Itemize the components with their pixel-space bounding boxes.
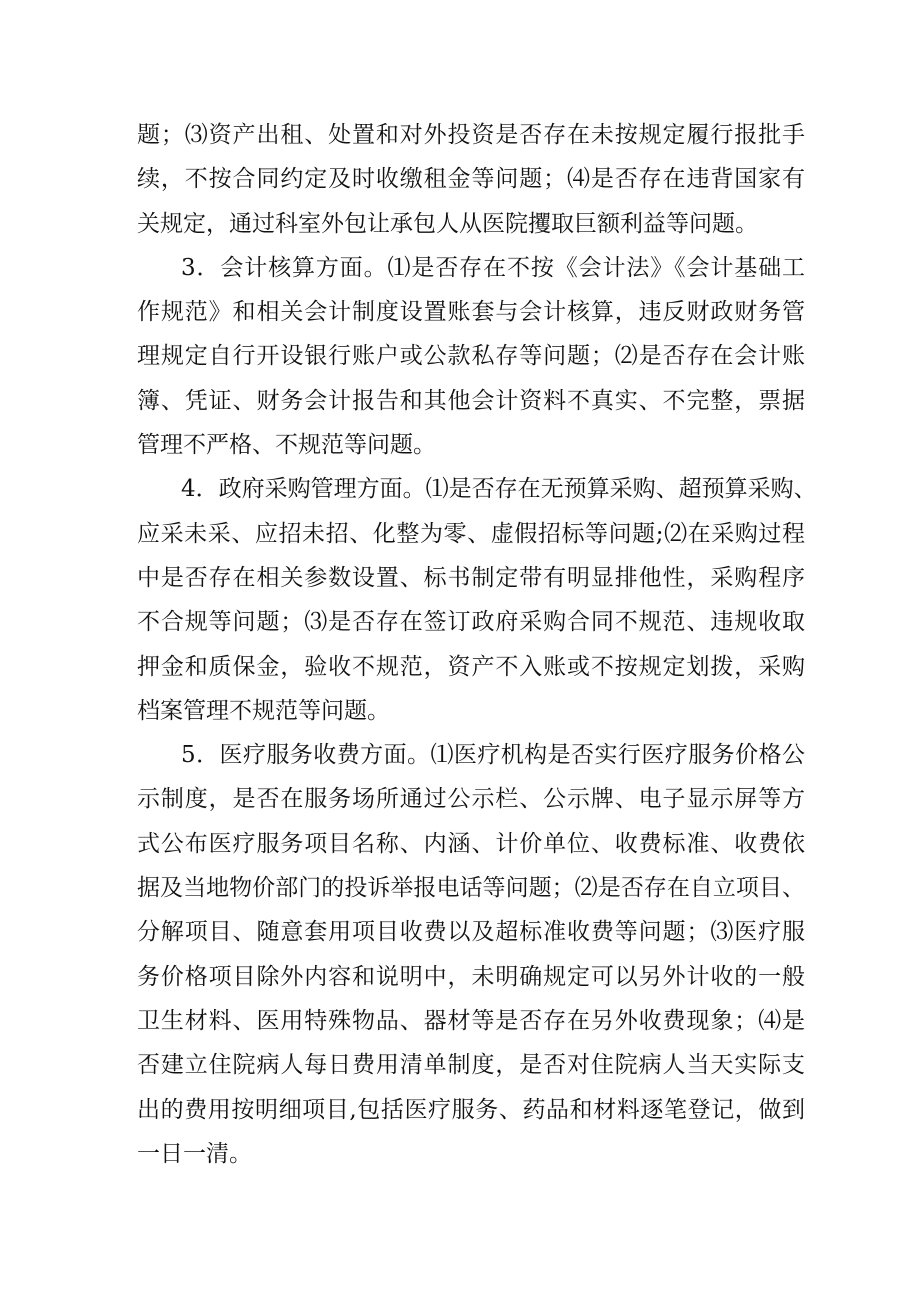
text-line: 理规定自行开设银行账户或公款私存等问题；⑵是否存在会计账 [137, 343, 805, 370]
text-line: 3．会计核算方面。⑴是否存在不按《会计法》《会计基础工 [181, 254, 805, 281]
text-line: 5．医疗服务收费方面。⑴医疗机构是否实行医疗服务价格公 [181, 742, 805, 769]
text-line: 卫生材料、医用特殊物品、器材等是否存在另外收费现象；⑷是 [137, 1007, 805, 1034]
paragraph-procurement [137, 467, 817, 733]
paragraph-medical-fees [137, 733, 805, 1176]
paragraph-asset-management-continued [137, 113, 805, 246]
text-line: 分解项目、随意套用项目收费以及超标准收费等问题；⑶医疗服 [137, 919, 805, 946]
text-line: 务价格项目除外内容和说明中，未明确规定可以另外计收的一般 [137, 963, 805, 990]
text-line: 据及当地物价部门的投诉举报电话等问题；⑵是否存在自立项目、 [137, 875, 805, 902]
text-line: 示制度，是否在服务场所通过公示栏、公示牌、电子显示屏等方 [137, 786, 805, 813]
text-line: 题；⑶资产出租、处置和对外投资是否存在未按规定履行报批手 [137, 122, 805, 148]
text-line: 一日一清。 [137, 1140, 252, 1167]
text-line: 否建立住院病人每日费用清单制度，是否对住院病人当天实际支 [137, 1052, 805, 1079]
text-line: 应采未采、应招未招、化整为零、虚假招标等问题;⑵在采购过程 [137, 520, 805, 547]
text-line: 关规定，通过科室外包让承包人从医院攫取巨额利益等问题。 [137, 210, 758, 237]
document-page [137, 113, 817, 1176]
text-line: 4．政府采购管理方面。⑴是否存在无预算采购、超预算采购、 [181, 476, 817, 503]
text-line: 续，不按合同约定及时收缴租金等问题；⑷是否存在违背国家有 [137, 166, 805, 193]
text-line: 档案管理不规范等问题。 [137, 697, 390, 724]
text-line: 中是否存在相关参数设置、标书制定带有明显排他性，采购程序 [137, 564, 805, 591]
text-line: 押金和质保金，验收不规范，资产不入账或不按规定划拨，采购 [137, 653, 805, 680]
text-line: 式公布医疗服务项目名称、内涵、计价单位、收费标准、收费依 [137, 830, 805, 857]
text-line: 簿、凭证、财务会计报告和其他会计资料不真实、不完整，票据 [137, 387, 805, 414]
text-line: 作规范》和相关会计制度设置账套与会计核算，违反财政财务管 [137, 299, 805, 326]
text-line: 不合规等问题；⑶是否存在签订政府采购合同不规范、违规收取 [137, 609, 805, 636]
paragraph-accounting [137, 246, 805, 467]
text-line: 出的费用按明细项目,包括医疗服务、药品和材料逐笔登记，做到 [137, 1096, 805, 1123]
text-line: 管理不严格、不规范等问题。 [137, 432, 436, 459]
